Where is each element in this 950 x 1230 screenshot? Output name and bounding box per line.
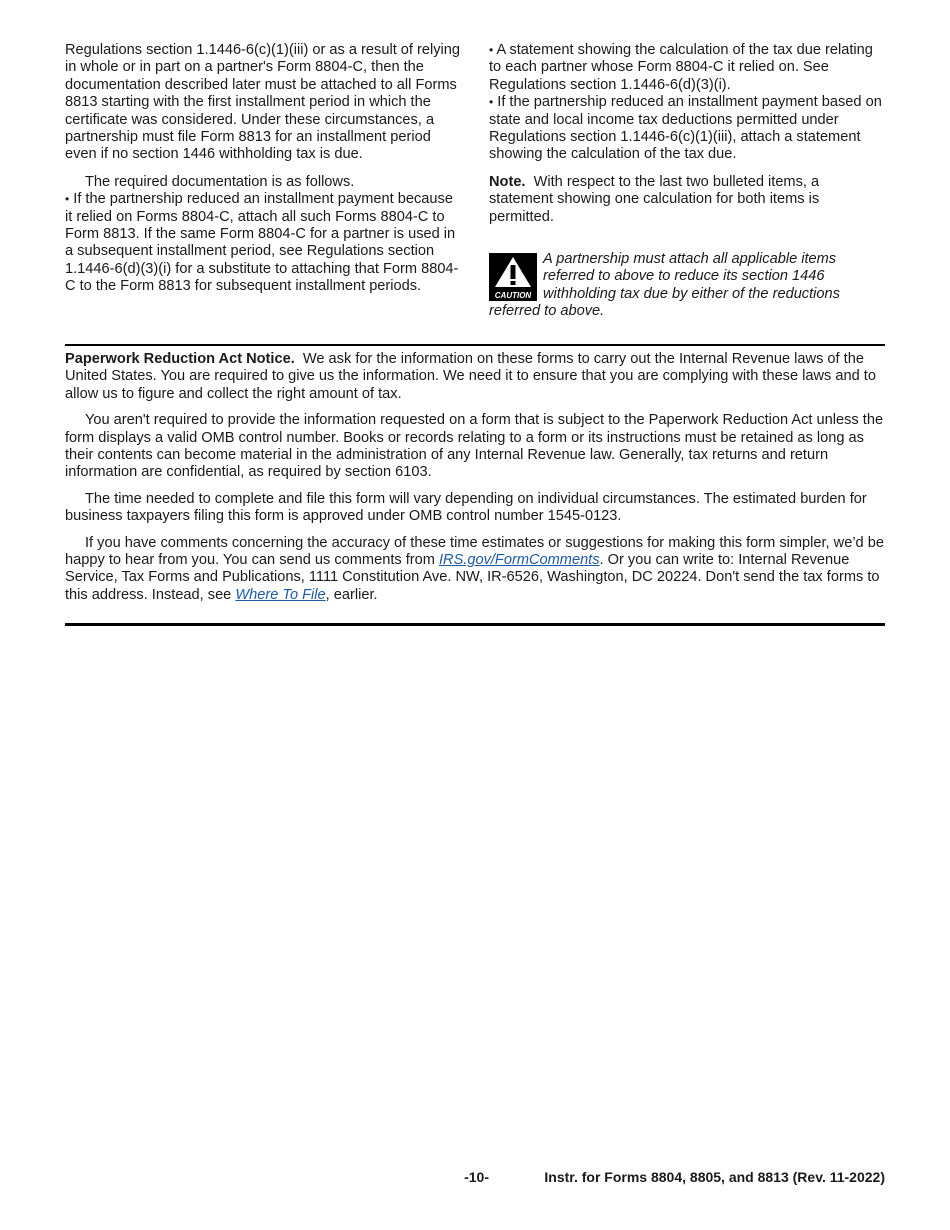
bullet-text: A statement showing the calculation of the tax due relating to each partner whose Form 8804-C it relied on. See Regulations section 1.1446-6(d)(3)(i). xyxy=(489,42,873,93)
paperwork-paragraph-2: You aren't required to provide the information requested on a form that is subject to the Paperwork Reduction Act unless the form displays a valid OMB control number. Books or records relating to a form or its instructions must be retained as long as their contents can become material in the administration of any Internal Revenue law. Generally, tax returns and return information are confidential, as required by section 6103. xyxy=(65,412,884,481)
note-paragraph xyxy=(489,174,885,226)
horizontal-rule xyxy=(65,344,885,346)
section-end-rule xyxy=(65,623,885,626)
paragraph-regulations: Regulations section 1.1446-6(c)(1)(iii) or as a result of relying in whole or in part on a partner's Form 8804-C, then the documentation described later must be attached to all Forms 8813 starting with the first installment period in which the certificate was considered. Under these circumstances, a partnership must file Form 8813 for an installment period even if no section 1446 withholding tax is due. xyxy=(65,42,461,163)
page-footer xyxy=(0,1169,885,1186)
right-column xyxy=(489,42,885,321)
paragraph-required-documentation: The required documentation is as follows. xyxy=(85,173,355,190)
note-label: Note. xyxy=(489,173,526,190)
bullet-item-state-local xyxy=(489,94,885,164)
where-to-file-link[interactable]: Where To File xyxy=(235,586,326,603)
caution-text: A partnership must attach all applicable items referred to above to reduce its section 1446 withholding tax due by either of the reductions referred to above. xyxy=(489,251,840,320)
paperwork-paragraph-1 xyxy=(65,351,887,403)
paperwork-paragraph-3: The time needed to complete and file this form will vary depending on individual circumstances. The estimated burden for business taxpayers filing this form is approved under OMB control number 1545-0123. xyxy=(65,490,867,525)
document-title: Instr. for Forms 8804, 8805, and 8813 (Rev. 11-2022) xyxy=(544,1169,885,1185)
bullet-icon: • xyxy=(65,192,70,207)
caution-label: CAUTION xyxy=(494,291,532,301)
paperwork-text: . Or you can write to: Internal Revenue Service, Tax Forms and Publications, 1111 Constitution Ave. NW, IR-6526, Washington, DC 20224. Don't send the tax forms to this address. Instead, see xyxy=(65,552,880,603)
paperwork-paragraph-4 xyxy=(65,535,887,605)
page-number: -10- xyxy=(464,1169,489,1185)
form-comments-link[interactable]: IRS.gov/FormComments xyxy=(438,552,600,569)
note-text: With respect to the last two bulleted items, a statement showing one calculation for both items is permitted. xyxy=(489,173,820,225)
bullet-text: If the partnership reduced an installment payment based on state and local income tax deductions permitted under Regulations section 1.1446-6(c)(1)(iii), attach a statement showing the calculation of the tax due. xyxy=(489,94,882,163)
caution-icon xyxy=(489,253,537,301)
bullet-text: If the partnership reduced an installment payment because it relied on Forms 8804-C, attach all such Forms 8804-C to Form 8813. If the same Form 8804-C for a partner is used in a subsequent installment period, see Regulations section 1.1446-6(d)(3)(i) for a substitute to attaching that Form 8804-C to the Form 8813 for subsequent installment periods. xyxy=(65,191,459,295)
paperwork-heading: Paperwork Reduction Act Notice. xyxy=(65,351,295,367)
paperwork-text: If you have comments concerning the accuracy of these time estimates or suggestions for making this form simpler, we’d be happy to hear from you. You can send us comments from xyxy=(65,534,884,569)
bullet-icon: • xyxy=(489,95,494,110)
paperwork-reduction-section xyxy=(65,351,887,604)
bullet-item-8804c xyxy=(65,191,460,295)
paperwork-text: , earlier. xyxy=(325,586,378,603)
caution-block xyxy=(489,251,885,321)
bullet-item-statement xyxy=(489,42,885,94)
left-column xyxy=(65,42,460,296)
paperwork-text: We ask for the information on these forms to carry out the Internal Revenue laws of the United States. You are required to give us the information. We need it to ensure that you are complying with these laws and to allow us to figure and collect the right amount of tax. xyxy=(65,351,876,402)
bullet-icon: • xyxy=(489,43,494,57)
